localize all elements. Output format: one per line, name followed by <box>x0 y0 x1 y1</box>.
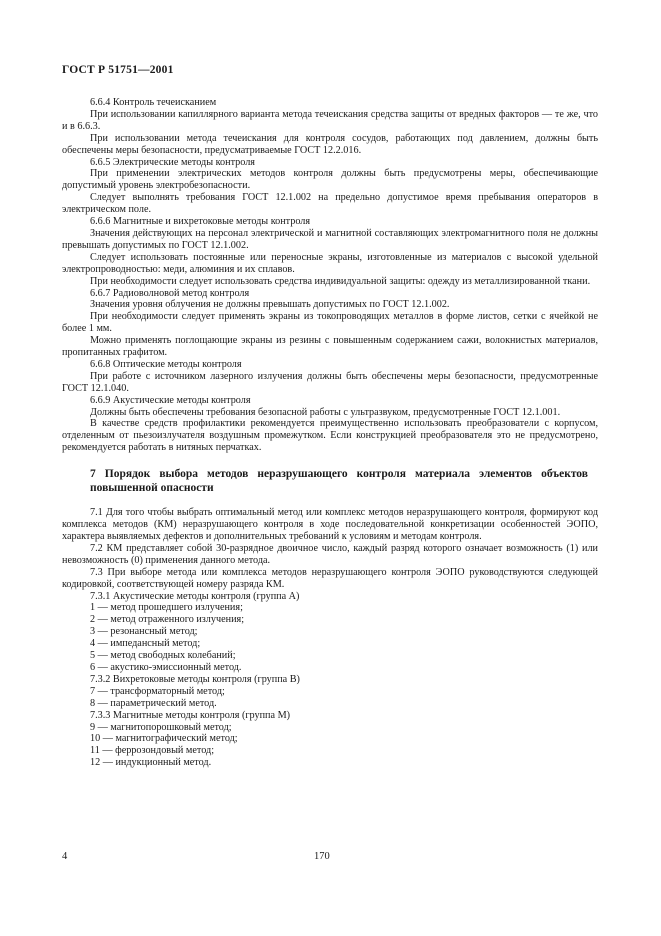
paragraph: 6.6.4 Контроль течеисканием <box>90 97 217 108</box>
paragraph: 6.6.9 Акустические методы контроля <box>90 394 251 406</box>
document-code-header: ГОСТ Р 51751—2001 <box>62 64 174 76</box>
subsection-heading: 7.3.1 Акустические методы контроля (группа А) <box>90 590 300 602</box>
list-item: 7 — трансформаторный метод; <box>90 685 225 697</box>
list-item: 2 — метод отраженного излучения; <box>90 614 245 626</box>
paragraph: Значения уровня облучения не должны превышать допустимых по ГОСТ 12.1.002. <box>90 299 450 311</box>
paragraph: 6.6.6 Магнитные и вихретоковые методы контроля <box>90 216 311 228</box>
list-item: 5 — метод свободных колебаний; <box>90 650 236 662</box>
paragraph: При применении электрических методов контроля должны быть предусмотрены меры, обеспечивающие допустимый уровень электробезопасности. <box>62 168 598 192</box>
paragraph: При использовании метода течеискания для контроля сосудов, работающих под давлением, должны быть обеспечены меры безопасности, предусматриваемые ГОСТ 12.2.016. <box>62 132 598 156</box>
list-item: 12 — индукционный метод. <box>90 757 212 769</box>
paragraph: 6.6.7 Радиоволновой метод контроля <box>90 287 250 299</box>
list-item: 11 — феррозондовый метод; <box>90 745 215 757</box>
paragraph: В качестве средств профилактики рекомендуется преимущественно использовать преобразователи с корпусом, отделенным от пьезоизлучателя воздушным промежутком. Если конструкцией преобразователя это не предусмотрено, рекомендуется работать в нитяных перчатках. <box>62 418 598 454</box>
list-item: 4 — импедансный метод; <box>90 638 201 650</box>
section-6-continuation <box>62 97 598 454</box>
subsection-heading: 7.3.3 Магнитные методы контроля (группа М) <box>90 709 291 721</box>
paragraph: При необходимости следует применять экраны из токопроводящих металлов в форме листов, сетки с ячейкой не более 1 мм. <box>62 311 598 335</box>
paragraph: 7.3 При выборе метода или комплекса методов неразрушающего контроля ЭОПО руководствуются следующей кодировкой, соответствующей номеру разряда КМ. <box>62 566 598 590</box>
document-body <box>62 97 598 769</box>
paragraph: 7.1 Для того чтобы выбрать оптимальный метод или комплекс методов неразрушающего контроля, формируют код комплекса методов (КМ) неразрушающего контроля в ходе последовательной конкретизации особенностей ЭОПО, характера выявляемых дефектов и дополнительных требований к условиям и методам контроля. <box>62 507 598 542</box>
paragraph: Значения действующих на персонал электрической и магнитной составляющих электромагнитного поля не должны превышать допустимых по ГОСТ 12.1.002. <box>62 227 598 251</box>
subsection-heading: 7.3.2 Вихретоковые методы контроля (группа В) <box>90 673 300 685</box>
paragraph: Можно применять поглощающие экраны из резины с повышенным содержанием сажи, волокнистых материалов, пропитанных графитом. <box>62 335 598 359</box>
paragraph: Должны быть обеспечены требования безопасной работы с ультразвуком, предусмотренные ГОСТ 12.1.001. <box>90 406 561 418</box>
paragraph: При необходимости следует использовать средства индивидуальной защиты: одежду из металлизированной ткани. <box>90 275 591 287</box>
section-title: 7 Порядок выбора методов неразрушающего контроля материала элементов объектов повышенной опасности <box>90 468 588 495</box>
paragraph: При использовании капиллярного варианта метода течеискания средства защиты от вредных факторов — те же, что и в 6.6.3. <box>62 108 598 132</box>
list-item: 9 — магнитопорошковый метод; <box>90 721 232 733</box>
list-item: 10 — магнитографический метод; <box>90 733 238 745</box>
paragraph: 6.6.8 Оптические методы контроля <box>90 358 242 370</box>
section-7 <box>62 507 598 769</box>
paragraph: При работе с источником лазерного излучения должны быть обеспечены меры безопасности, предусмотренные ГОСТ 12.1.040. <box>62 370 598 394</box>
list-item: 8 — параметрический метод. <box>90 697 217 709</box>
page-number-left: 4 <box>62 851 68 862</box>
list-item: 3 — резонансный метод; <box>90 626 198 638</box>
list-item: 1 — метод прошедшего излучения; <box>90 602 243 614</box>
list-item: 6 — акустико-эмиссионный метод. <box>90 661 242 673</box>
paragraph: Следует использовать постоянные или переносные экраны, изготовленные из материалов с высокой удельной электропроводностью: меди, алюминия и их сплавов. <box>62 251 598 275</box>
paragraph: 7.2 КМ представляет собой 30-разрядное двоичное число, каждый разряд которого означает возможность (1) или невозможность (0) применения данного метода. <box>62 542 598 566</box>
paragraph: 6.6.5 Электрические методы контроля <box>90 156 255 168</box>
page-number-center: 170 <box>314 851 330 862</box>
paragraph: Следует выполнять требования ГОСТ 12.1.002 на предельно допустимое время пребывания операторов в электрическом поле. <box>62 192 598 216</box>
